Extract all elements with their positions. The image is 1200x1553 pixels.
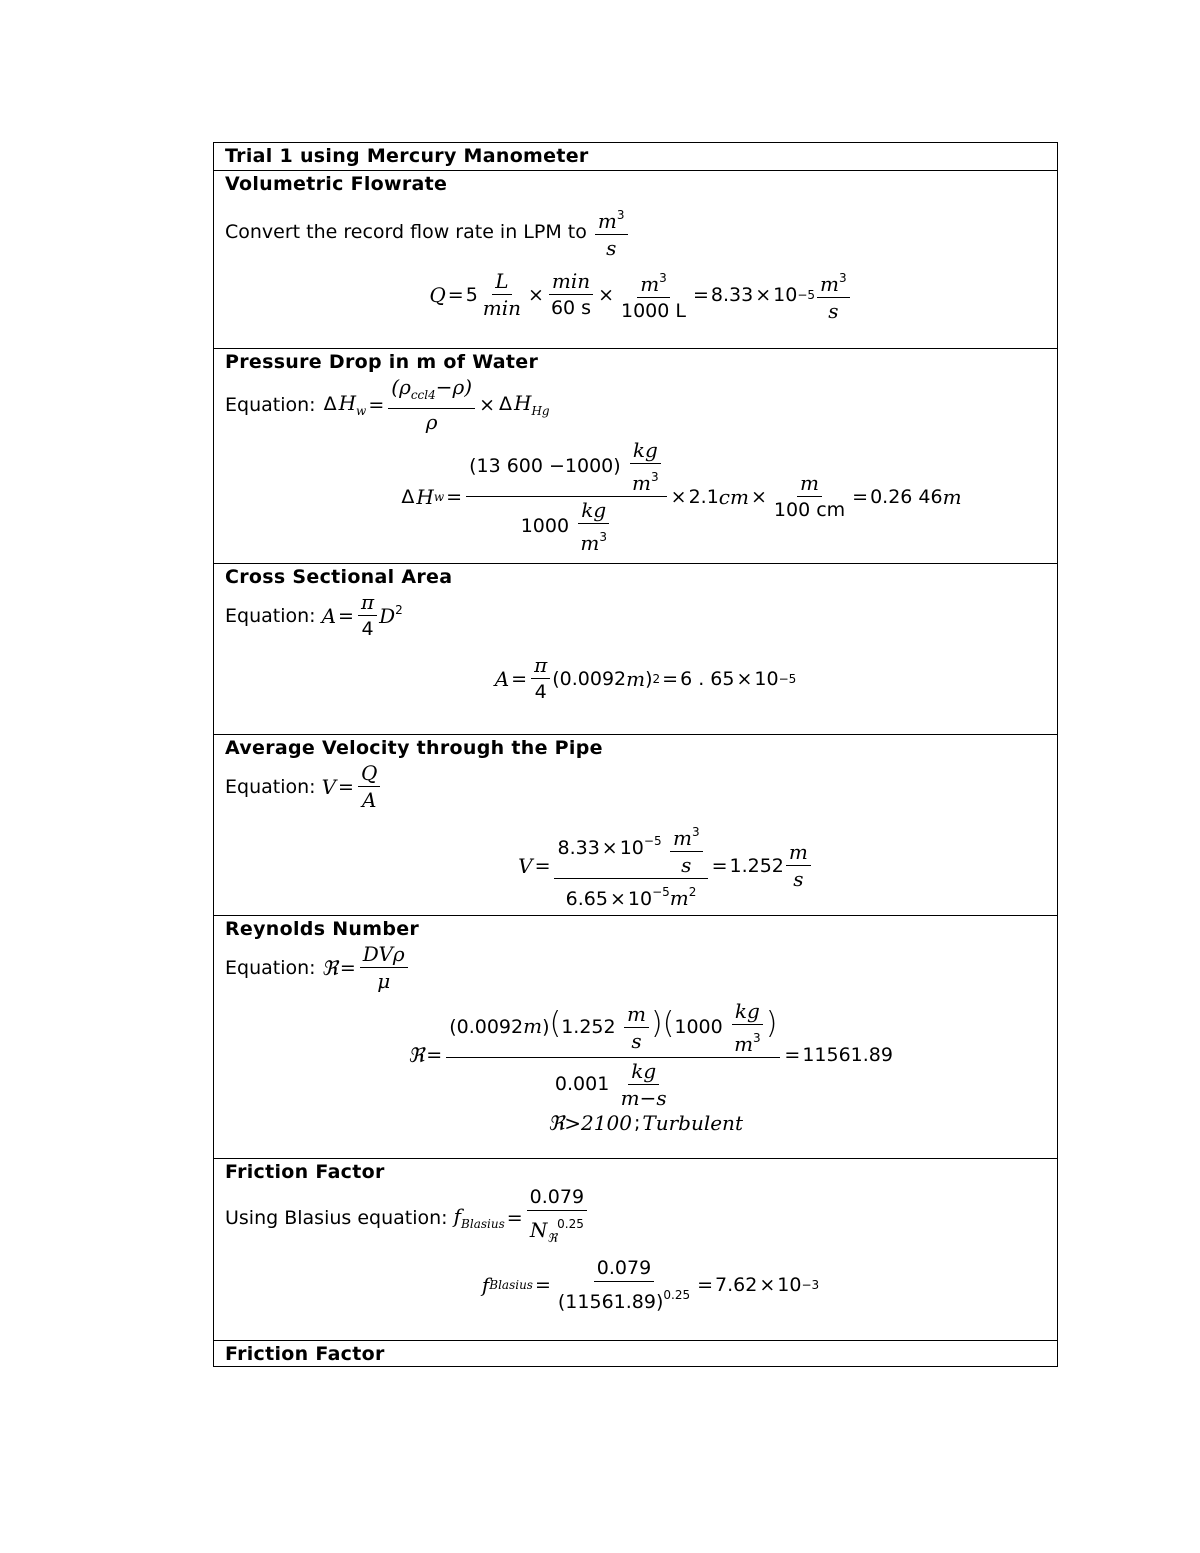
reynolds-condition: ℜ>2100 ; Turbulent xyxy=(548,1111,743,1135)
area-equation-general: Equation: A = $\frac{\pi}{4}$ $D^2$ xyxy=(225,590,403,640)
friction-heading-2: Friction Factor xyxy=(214,1340,1057,1366)
reynolds-section xyxy=(214,915,1057,1158)
area-equation-calc: A = $\frac{\pi}{4}$ (0.0092 m ) 2 = 6 . 65 × 10 −5 xyxy=(494,653,797,703)
pressure-heading: Pressure Drop in m of Water xyxy=(225,351,539,373)
velocity-equation-general: Equation: V = $\frac{Q}{A}$ xyxy=(214,760,1057,813)
area-heading: Cross Sectional Area xyxy=(225,566,453,588)
friction-equation-calc: f Blasius = $\frac{0.079}{(11561.89)^{0.25}}$ = 7.62 × 10 −3 xyxy=(481,1257,820,1313)
flowrate-intro: Convert the record flow rate in LPM to $\frac{m^3}{s}$ xyxy=(214,202,1057,261)
flowrate-section xyxy=(214,170,1057,348)
friction-section xyxy=(214,1158,1057,1340)
reynolds-equation-general: Equation: ℜ = $\frac{\text{DVρ}}{\mu}$ xyxy=(214,941,1057,994)
friction-heading: Friction Factor xyxy=(225,1161,385,1183)
area-section xyxy=(214,563,1057,734)
flowrate-heading: Volumetric Flowrate xyxy=(225,173,448,195)
pressure-equation-calc: Δ H w = (13 600 −1000) $\frac{kg}{m^3}$ 1000 $\frac{kg}{m^3}$ × 2.1 cm × $\frac{m}{100 cm}$ = 0.26 46 m xyxy=(401,438,962,555)
velocity-equation-calc: V = $8.33 \times 10^{-5}$ $\frac{m^3}{s}$ $6.65 \times 10^{-5}m^2$ = 1.252 $\frac{m}{s}$ xyxy=(274,819,1057,912)
flowrate-equation: Q = 5 $\frac{L}{\min}$ × $\frac{\min}{60 s}$ × $\frac{m^3}{1000 L}$ = 8.33 × 10 −5 $\frac{m^3}{s}$ xyxy=(224,265,1057,324)
pressure-equation-general: Equation: Δ $H_w$ = $\frac{(\rho_{ccl4}-\rho)}{\rho}$ × Δ $H_{Hg}$ xyxy=(225,375,550,434)
pressure-section xyxy=(214,348,1057,563)
velocity-heading: Average Velocity through the Pipe xyxy=(225,737,603,759)
friction-equation-general: Using Blasius equation: $f_{Blasius}$ = $\frac{0.079}{N_ℜ^{0.25}}$ xyxy=(214,1184,1057,1251)
table-title: Trial 1 using Mercury Manometer xyxy=(225,145,589,167)
velocity-section xyxy=(214,734,1057,915)
reynolds-heading: Reynolds Number xyxy=(225,918,420,940)
calculation-table xyxy=(213,142,1058,1367)
reynolds-equation-calc: ℜ = (0.0092m)(1.252 $\frac{m}{s}$ )(1000 $\frac{kg}{m^3}$ ) 0.001 $\frac{kg}{m-s}$ = 11561.89 xyxy=(407,999,893,1110)
